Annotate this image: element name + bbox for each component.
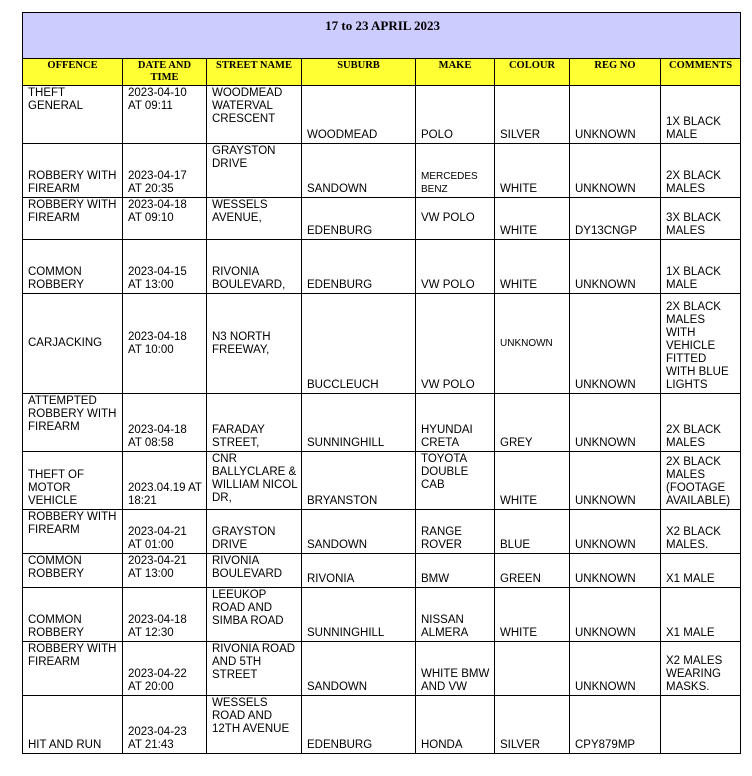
street-name-cell: RIVONIA BOULEVARD, bbox=[207, 240, 302, 294]
colour-cell: GREY bbox=[495, 394, 570, 452]
comments-cell: X2 MALES WEARING MASKS. bbox=[661, 642, 741, 696]
table-row bbox=[23, 588, 741, 642]
offence-cell: ROBBERY WITH FIREARM bbox=[23, 144, 123, 198]
suburb-cell: BRYANSTON bbox=[302, 452, 416, 510]
suburb-cell: SUNNINGHILL bbox=[302, 394, 416, 452]
make-cell: POLO bbox=[416, 86, 495, 144]
table-row bbox=[23, 198, 741, 240]
offence-cell: ROBBERY WITH FIREARM bbox=[23, 198, 123, 240]
make-cell: HYUNDAI CRETA bbox=[416, 394, 495, 452]
date-time-cell: 2023.04.19 AT 18:21 bbox=[123, 452, 207, 510]
date-time-cell: 2023-04-18 AT 10:00 bbox=[123, 294, 207, 394]
reg-no-cell: UNKNOWN bbox=[570, 144, 661, 198]
make-cell: MERCEDES BENZ bbox=[416, 144, 495, 198]
street-name-cell: RIVONIA ROAD AND 5TH STREET bbox=[207, 642, 302, 696]
offence-cell: ROBBERY WITH FIREARM bbox=[23, 642, 123, 696]
reg-no-cell: UNKNOWN bbox=[570, 294, 661, 394]
reg-no-cell: UNKNOWN bbox=[570, 510, 661, 554]
suburb-cell: SANDOWN bbox=[302, 642, 416, 696]
colour-cell: SILVER bbox=[495, 696, 570, 754]
street-name-cell: RIVONIA BOULEVARD bbox=[207, 554, 302, 588]
make-cell: NISSAN ALMERA bbox=[416, 588, 495, 642]
make-cell: VW POLO bbox=[416, 198, 495, 240]
colour-cell: WHITE bbox=[495, 198, 570, 240]
colour-cell: WHITE bbox=[495, 452, 570, 510]
street-name-cell: FARADAY STREET, bbox=[207, 394, 302, 452]
offence-cell: COMMON ROBBERY bbox=[23, 240, 123, 294]
table-title: 17 to 23 APRIL 2023 bbox=[23, 13, 741, 59]
suburb-cell: SANDOWN bbox=[302, 144, 416, 198]
suburb-cell: SUNNINGHILL bbox=[302, 588, 416, 642]
column-header-offence: OFFENCE bbox=[23, 59, 123, 86]
comments-cell: 3X BLACK MALES bbox=[661, 198, 741, 240]
suburb-cell: EDENBURG bbox=[302, 240, 416, 294]
incident-table bbox=[22, 12, 741, 754]
reg-no-cell: UNKNOWN bbox=[570, 452, 661, 510]
column-header-colour: COLOUR bbox=[495, 59, 570, 86]
reg-no-cell: UNKNOWN bbox=[570, 588, 661, 642]
street-name-cell: GRAYSTON DRIVE bbox=[207, 510, 302, 554]
column-header-comments: COMMENTS bbox=[661, 59, 741, 86]
street-name-cell: WOODMEAD WATERVAL CRESCENT bbox=[207, 86, 302, 144]
street-name-cell: CNR BALLYCLARE & WILLIAM NICOL DR, bbox=[207, 452, 302, 510]
table-row bbox=[23, 696, 741, 754]
reg-no-cell: DY13CNGP bbox=[570, 198, 661, 240]
date-time-cell: 2023-04-17 AT 20:35 bbox=[123, 144, 207, 198]
make-cell: VW POLO bbox=[416, 294, 495, 394]
date-time-cell: 2023-04-21 AT 01:00 bbox=[123, 510, 207, 554]
reg-no-cell: UNKNOWN bbox=[570, 86, 661, 144]
comments-cell: 1X BLACK MALE bbox=[661, 86, 741, 144]
comments-cell: X1 MALE bbox=[661, 588, 741, 642]
suburb-cell: BUCCLEUCH bbox=[302, 294, 416, 394]
comments-cell: 1X BLACK MALE bbox=[661, 240, 741, 294]
offence-cell: HIT AND RUN bbox=[23, 696, 123, 754]
table-row bbox=[23, 554, 741, 588]
date-time-cell: 2023-04-22 AT 20:00 bbox=[123, 642, 207, 696]
make-cell: TOYOTA DOUBLE CAB bbox=[416, 452, 495, 510]
colour-cell bbox=[495, 642, 570, 696]
colour-cell: SILVER bbox=[495, 86, 570, 144]
column-header-date-time: DATE AND TIME bbox=[123, 59, 207, 86]
reg-no-cell: UNKNOWN bbox=[570, 394, 661, 452]
reg-no-cell: CPY879MP bbox=[570, 696, 661, 754]
comments-cell: 2X BLACK MALES bbox=[661, 144, 741, 198]
comments-cell bbox=[661, 696, 741, 754]
suburb-cell: WOODMEAD bbox=[302, 86, 416, 144]
comments-cell: X2 BLACK MALES. bbox=[661, 510, 741, 554]
date-time-cell: 2023-04-18 AT 12:30 bbox=[123, 588, 207, 642]
suburb-cell: RIVONIA bbox=[302, 554, 416, 588]
make-cell: WHITE BMW AND VW bbox=[416, 642, 495, 696]
table-row bbox=[23, 240, 741, 294]
table-body bbox=[23, 86, 741, 754]
reg-no-cell: UNKNOWN bbox=[570, 554, 661, 588]
column-header-suburb: SUBURB bbox=[302, 59, 416, 86]
table-row bbox=[23, 394, 741, 452]
table-row bbox=[23, 86, 741, 144]
date-time-cell: 2023-04-18 AT 09:10 bbox=[123, 198, 207, 240]
table-row bbox=[23, 452, 741, 510]
colour-cell: GREEN bbox=[495, 554, 570, 588]
date-time-cell: 2023-04-18 AT 08:58 bbox=[123, 394, 207, 452]
make-cell: RANGE ROVER bbox=[416, 510, 495, 554]
colour-cell: WHITE bbox=[495, 144, 570, 198]
suburb-cell: EDENBURG bbox=[302, 198, 416, 240]
colour-cell: UNKNOWN bbox=[495, 294, 570, 394]
colour-cell: WHITE bbox=[495, 240, 570, 294]
reg-no-cell: UNKNOWN bbox=[570, 240, 661, 294]
table-row bbox=[23, 144, 741, 198]
column-header-make: MAKE bbox=[416, 59, 495, 86]
colour-cell: BLUE bbox=[495, 510, 570, 554]
comments-cell: 2X BLACK MALES bbox=[661, 394, 741, 452]
make-cell: HONDA bbox=[416, 696, 495, 754]
table-row bbox=[23, 294, 741, 394]
offence-cell: CARJACKING bbox=[23, 294, 123, 394]
reg-no-cell: UNKNOWN bbox=[570, 642, 661, 696]
street-name-cell: WESSELS AVENUE, bbox=[207, 198, 302, 240]
colour-cell: WHITE bbox=[495, 588, 570, 642]
column-header-street-name: STREET NAME bbox=[207, 59, 302, 86]
date-time-cell: 2023-04-23 AT 21:43 bbox=[123, 696, 207, 754]
offence-cell: THEFT OF MOTOR VEHICLE bbox=[23, 452, 123, 510]
table-row bbox=[23, 510, 741, 554]
header-row bbox=[23, 59, 741, 86]
date-time-cell: 2023-04-15 AT 13:00 bbox=[123, 240, 207, 294]
street-name-cell: GRAYSTON DRIVE bbox=[207, 144, 302, 198]
street-name-cell: WESSELS ROAD AND 12TH AVENUE bbox=[207, 696, 302, 754]
comments-cell: 2X BLACK MALES WITH VEHICLE FITTED WITH BLUE LIGHTS bbox=[661, 294, 741, 394]
suburb-cell: EDENBURG bbox=[302, 696, 416, 754]
street-name-cell: LEEUKOP ROAD AND SIMBA ROAD bbox=[207, 588, 302, 642]
make-cell: BMW bbox=[416, 554, 495, 588]
date-time-cell: 2023-04-21 AT 13:00 bbox=[123, 554, 207, 588]
offence-cell: THEFT GENERAL bbox=[23, 86, 123, 144]
offence-cell: COMMON ROBBERY bbox=[23, 588, 123, 642]
comments-cell: 2X BLACK MALES (FOOTAGE AVAILABLE) bbox=[661, 452, 741, 510]
make-cell: VW POLO bbox=[416, 240, 495, 294]
date-time-cell: 2023-04-10 AT 09:11 bbox=[123, 86, 207, 144]
offence-cell: COMMON ROBBERY bbox=[23, 554, 123, 588]
offence-cell: ATTEMPTED ROBBERY WITH FIREARM bbox=[23, 394, 123, 452]
offence-cell: ROBBERY WITH FIREARM bbox=[23, 510, 123, 554]
column-header-reg-no: REG NO bbox=[570, 59, 661, 86]
street-name-cell: N3 NORTH FREEWAY, bbox=[207, 294, 302, 394]
table-row bbox=[23, 642, 741, 696]
comments-cell: X1 MALE bbox=[661, 554, 741, 588]
suburb-cell: SANDOWN bbox=[302, 510, 416, 554]
